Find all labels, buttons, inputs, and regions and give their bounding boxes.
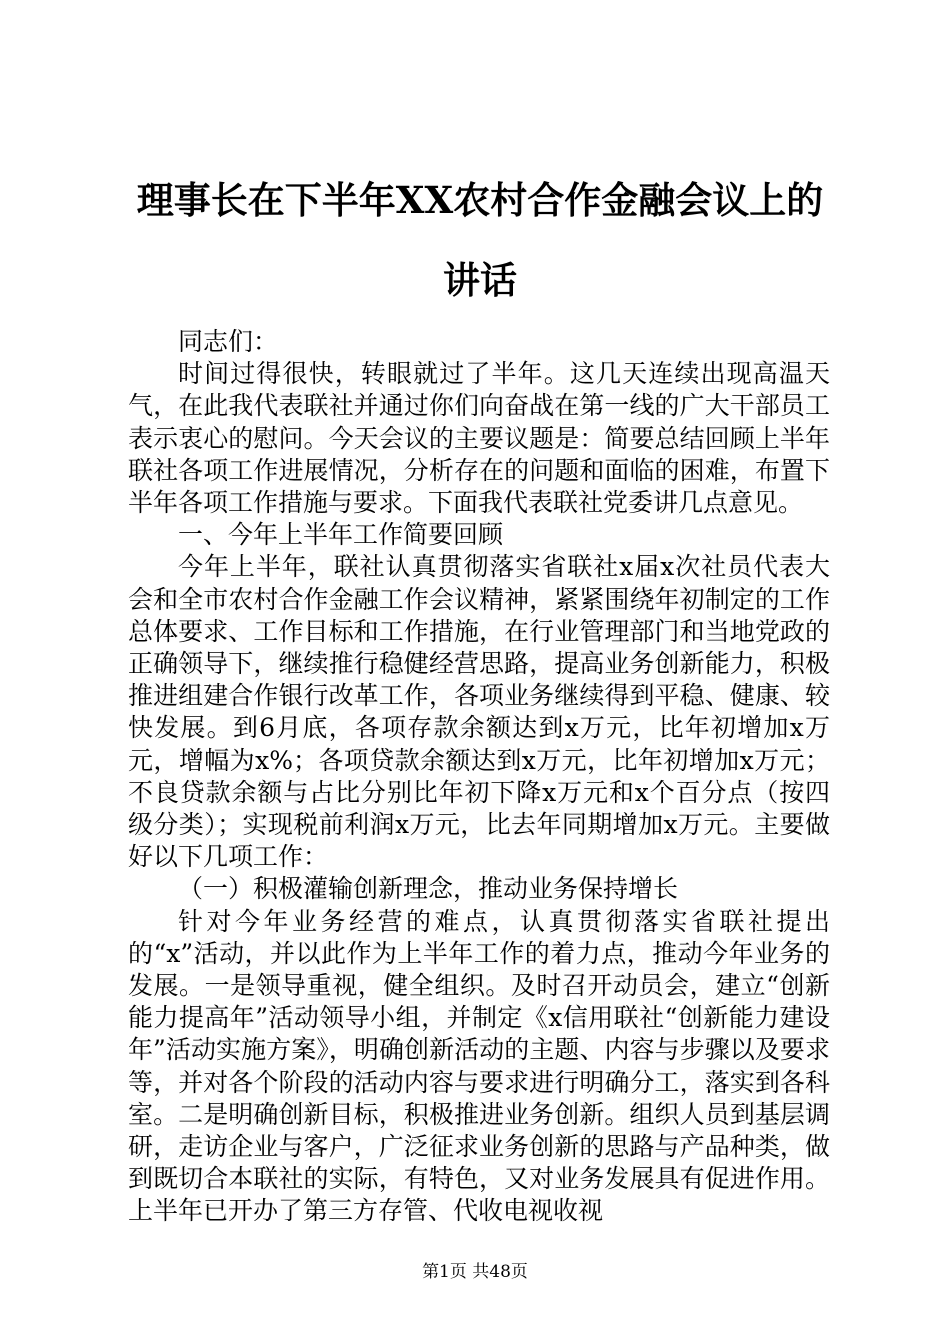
document-body: [128, 326, 830, 1228]
paragraph-intro: 时间过得很快，转眼就过了半年。这几天连续出现高温天气，在此我代表联社并通过你们向奋战在第一线的广大干部员工表示衷心的慰问。今天会议的主要议题是：简要总结回顾上半年联社各项工作进展情况，分析存在的问题和面临的困难，布置下半年各项工作措施与要求。下面我代表联社党委讲几点意见。: [128, 359, 830, 518]
page-indicator: 第1页 共48页: [422, 1262, 528, 1282]
document-title: 理事长在下半年XX农村合作金融会议上的讲话: [136, 178, 824, 302]
section-heading-1: 一、今年上半年工作简要回顾: [178, 520, 504, 550]
paragraph-innovation: 针对今年业务经营的难点，认真贯彻落实省联社提出的“x”活动，并以此作为上半年工作的着力点，推动今年业务的发展。一是领导重视，健全组织。及时召开动员会，建立“创新能力提高年”活动领导小组，并制定《x信用联社“创新能力建设年”活动实施方案》，明确创新活动的主题、内容与步骤以及要求等，并对各个阶段的活动内容与要求进行明确分工，落实到各科室。二是明确创新目标，积极推进业务创新。组织人员到基层调研，走访企业与客户，广泛征求业务创新的思路与产品种类，做到既切合本联社的实际，有特色，又对业务发展具有促进作用。上半年已开办了第三方存管、代收电视收视: [128, 906, 830, 1226]
paragraph-review: 今年上半年，联社认真贯彻落实省联社x届x次社员代表大会和全市农村合作金融工作会议精神，紧紧围绕年初制定的工作总体要求、工作目标和工作措施，在行业管理部门和当地党政的正确领导下，继续推行稳健经营思路，提高业务创新能力，积极推进组建合作银行改革工作，各项业务继续得到平稳、健康、较快发展。到6月底，各项存款余额达到x万元，比年初增加x万元，增幅为x%；各项贷款余额达到x万元，比年初增加x万元；不良贷款余额与占比分别比年初下降x万元和x个百分点（按四级分类）；实现税前利润x万元，比去年同期增加x万元。主要做好以下几项工作：: [128, 552, 830, 872]
subsection-heading-1: （一）积极灌输创新理念，推动业务保持增长: [178, 874, 679, 904]
salutation: 同志们：: [178, 327, 279, 356]
